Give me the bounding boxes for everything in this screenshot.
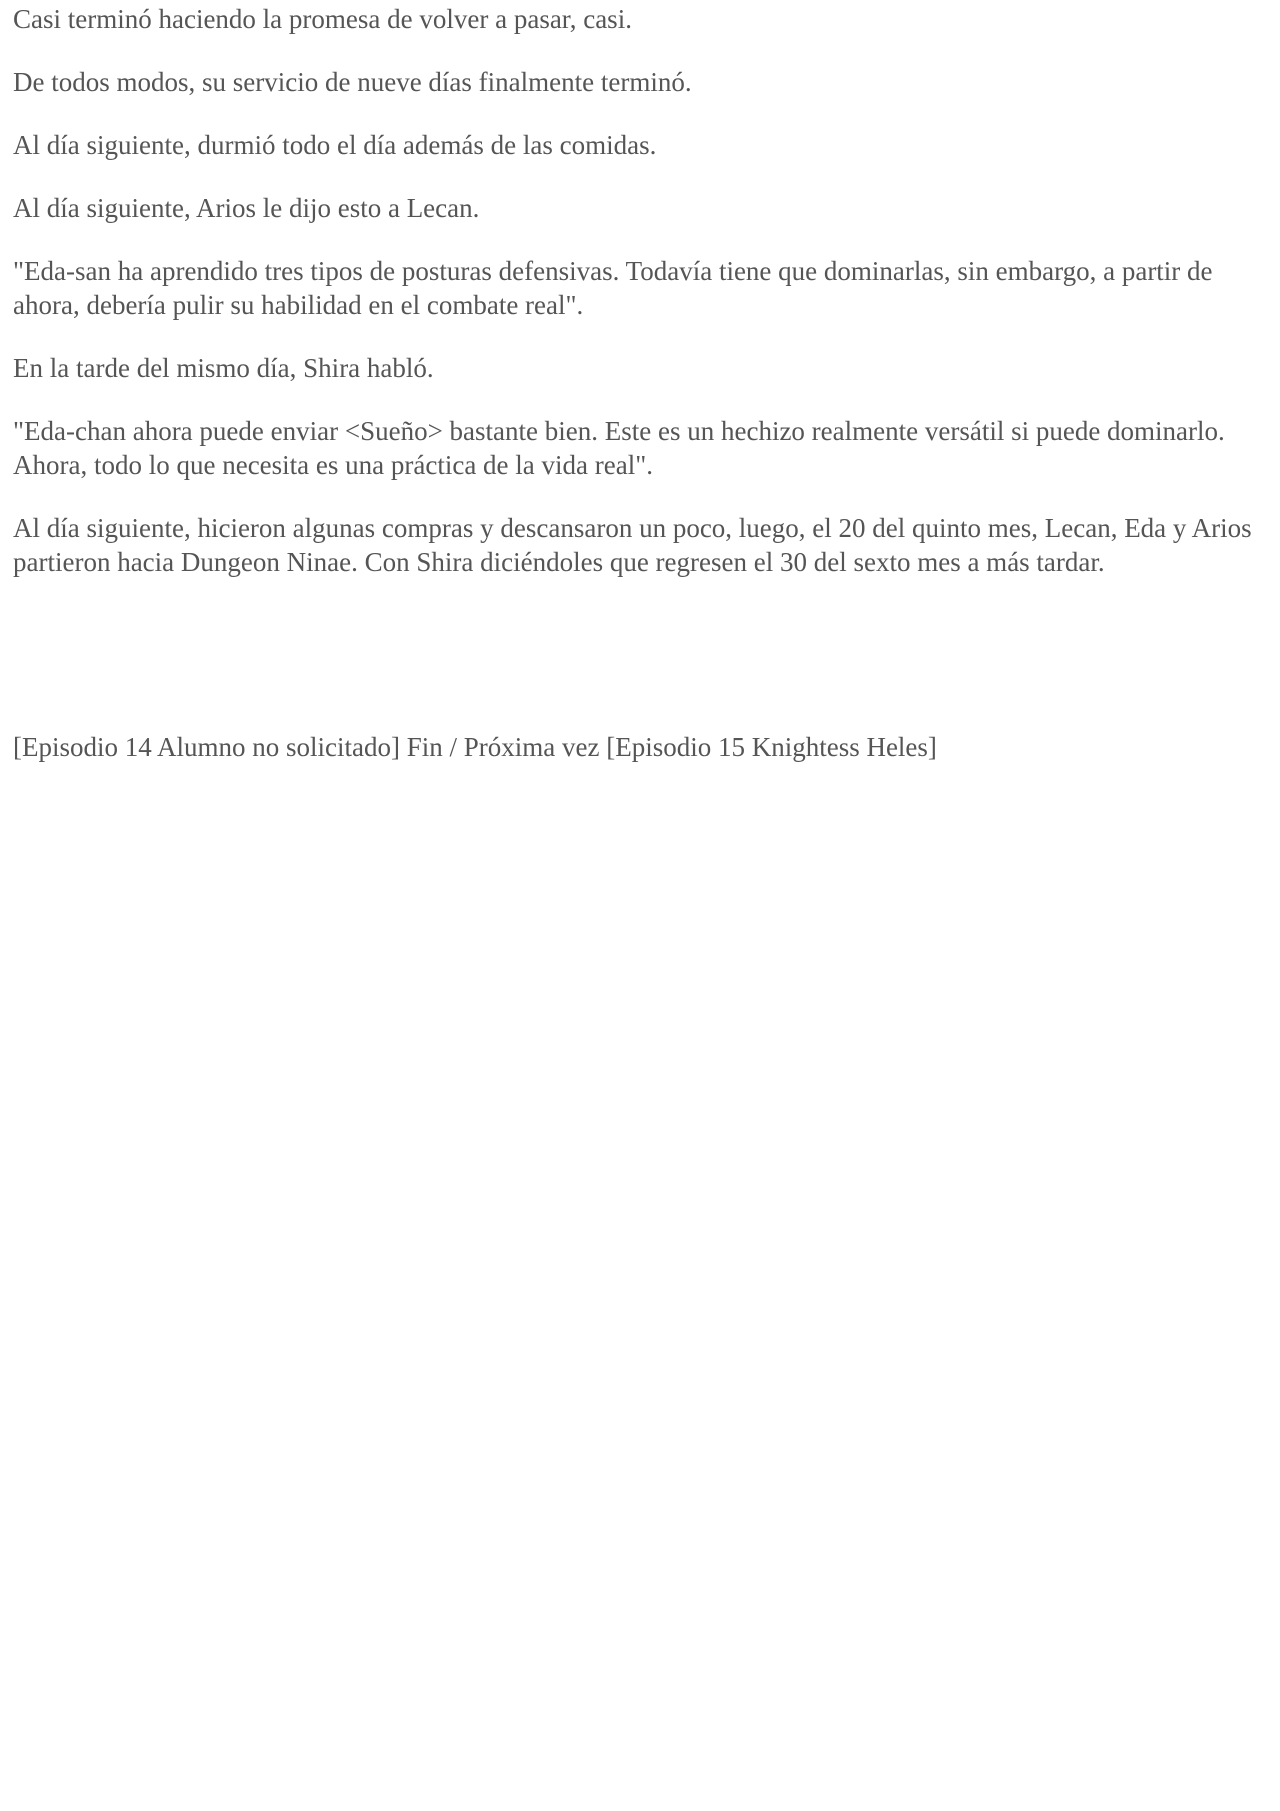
paragraph: De todos modos, su servicio de nueve días finalmente terminó. <box>13 67 692 97</box>
paragraph: Al día siguiente, durmió todo el día además de las comidas. <box>13 130 657 160</box>
paragraph: Al día siguiente, hicieron algunas compras y descansaron un poco, luego, el 20 del quinto mes, Lecan, Eda y Arios partieron hacia Dungeon Ninae. Con Shira diciéndoles que regresen el 30 del sexto mes a más tardar. <box>13 513 1252 577</box>
paragraph: Casi terminó haciendo la promesa de volver a pasar, casi. <box>13 4 632 34</box>
paragraph: "Eda-san ha aprendido tres tipos de posturas defensivas. Todavía tiene que dominarlas, sin embargo, a partir de ahora, debería pulir su habilidad en el combate real". <box>13 256 1213 320</box>
paragraph: "Eda-chan ahora puede enviar <Sueño> bastante bien. Este es un hechizo realmente versátil si puede dominarlo. Ahora, todo lo que necesita es una práctica de la vida real". <box>13 416 1225 480</box>
episode-footer: [Episodio 14 Alumno no solicitado] Fin / Próxima vez [Episodio 15 Knightess Heles] <box>13 732 937 762</box>
blank-spacer <box>13 608 1268 730</box>
paragraph: En la tarde del mismo día, Shira habló. <box>13 353 434 383</box>
document-page <box>13 0 1268 764</box>
paragraph: Al día siguiente, Arios le dijo esto a Lecan. <box>13 193 480 223</box>
